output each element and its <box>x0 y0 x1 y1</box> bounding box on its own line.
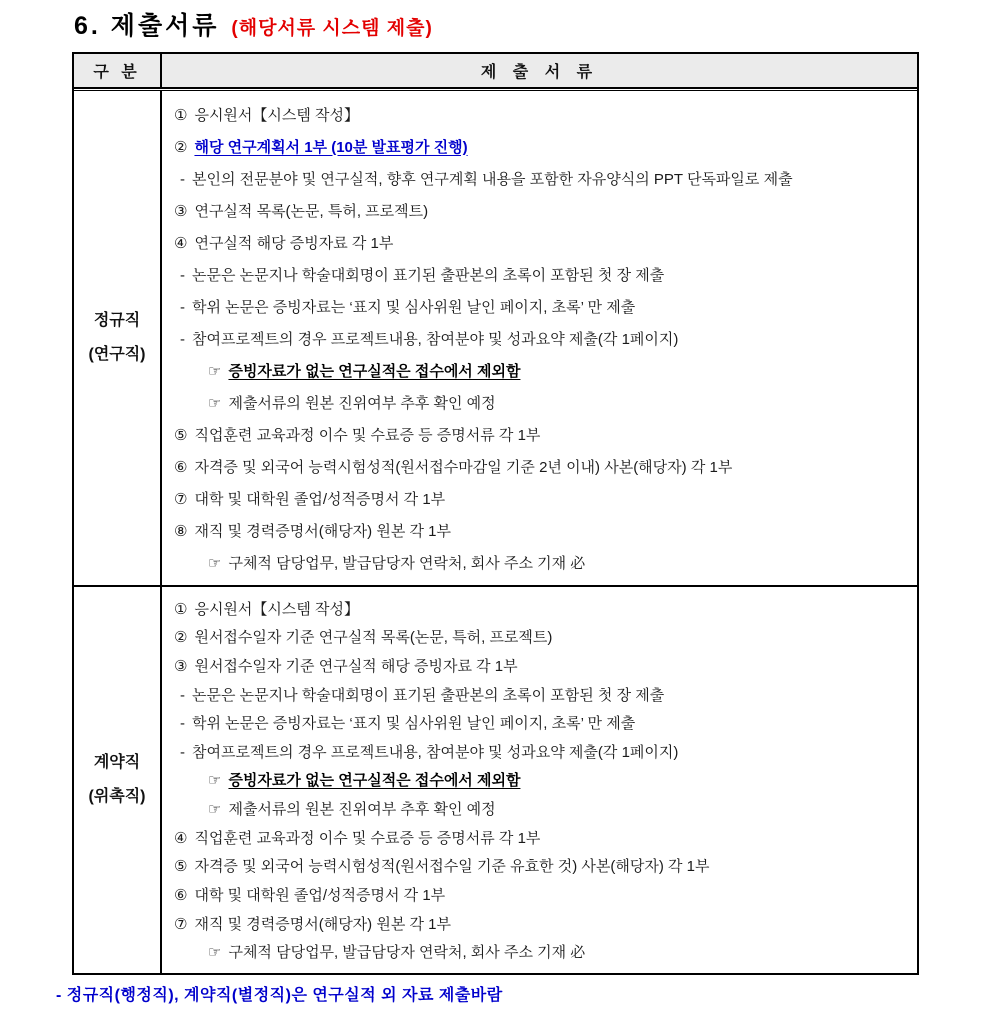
item-text: 증빙자료가 없는 연구실적은 접수에서 제외함 <box>228 772 521 790</box>
item-marker: ⑧ <box>174 522 188 540</box>
document-item <box>168 769 907 790</box>
item-text: 구체적 담당업무, 발급담당자 연락처, 회사 주소 기재 必 <box>228 944 586 962</box>
item-marker: ⑤ <box>174 426 188 444</box>
item-marker: ③ <box>174 202 188 220</box>
pointing-hand-icon: ☞ <box>208 801 222 819</box>
table-header-row <box>74 54 917 87</box>
document-item <box>168 424 907 445</box>
item-marker: ② <box>174 138 188 156</box>
row-category-label <box>74 587 162 973</box>
item-text: 논문은 논문지나 학술대회명이 표기된 출판본의 초록이 포함된 첫 장 제출 <box>192 686 665 704</box>
item-text: 대학 및 대학원 졸업/성적증명서 각 1부 <box>194 490 446 508</box>
document-item <box>168 712 907 733</box>
row-document-list <box>162 91 917 585</box>
document-item <box>168 456 907 477</box>
item-text: 원서접수일자 기준 연구실적 해당 증빙자료 각 1부 <box>194 658 518 676</box>
table-header-category: 구 분 <box>74 54 162 87</box>
item-marker: ③ <box>174 658 188 676</box>
item-marker: ⑤ <box>174 858 188 876</box>
document-item <box>168 488 907 509</box>
pointing-hand-icon: ☞ <box>208 394 222 412</box>
document-item <box>168 392 907 413</box>
page-title <box>74 6 433 42</box>
document-item <box>168 520 907 541</box>
document-item <box>168 941 907 962</box>
item-text: 논문은 논문지나 학술대회명이 표기된 출판본의 초록이 포함된 첫 장 제출 <box>192 266 665 284</box>
item-text: 자격증 및 외국어 능력시험성적(원서접수마감일 기준 2년 이내) 사본(해당자) 각 1부 <box>194 458 733 476</box>
item-marker: ① <box>174 600 188 618</box>
row-category-label-line: (위촉직) <box>88 788 146 805</box>
item-text: 연구실적 해당 증빙자료 각 1부 <box>194 234 394 252</box>
item-marker: - <box>180 170 185 188</box>
item-marker: ② <box>174 629 188 647</box>
document-item <box>168 264 907 285</box>
document-item <box>168 855 907 876</box>
document-item <box>168 360 907 381</box>
document-item <box>168 626 907 647</box>
document-item <box>168 741 907 762</box>
item-marker: - <box>180 330 185 348</box>
item-text: 본인의 전문분야 및 연구실적, 향후 연구계획 내용을 포함한 자유양식의 PPT 단독파일로 제출 <box>192 170 793 188</box>
document-item <box>168 168 907 189</box>
item-marker: - <box>180 266 185 284</box>
document-item <box>168 655 907 676</box>
item-text: 응시원서【시스템 작성】 <box>194 106 360 124</box>
item-text: 참여프로젝트의 경우 프로젝트내용, 참여분야 및 성과요약 제출(각 1페이지) <box>192 330 679 348</box>
item-marker: ④ <box>174 234 188 252</box>
item-text: 학위 논문은 증빙자료는 ‘표지 및 심사위원 날인 페이지, 초록’ 만 제출 <box>192 715 636 733</box>
item-text: 해당 연구계획서 1부 (10분 발표평가 진행) <box>194 138 468 156</box>
document-item <box>168 598 907 619</box>
item-text: 재직 및 경력증명서(해당자) 원본 각 1부 <box>194 522 451 540</box>
item-text: 대학 및 대학원 졸업/성적증명서 각 1부 <box>194 886 446 904</box>
pointing-hand-icon: ☞ <box>208 554 222 572</box>
document-item <box>168 798 907 819</box>
item-text: 참여프로젝트의 경우 프로젝트내용, 참여분야 및 성과요약 제출(각 1페이지) <box>192 743 679 761</box>
item-text: 제출서류의 원본 진위여부 추후 확인 예정 <box>228 394 496 412</box>
submission-documents-table <box>72 52 919 975</box>
row-category-label-line: 계약직 <box>93 754 141 772</box>
item-marker: ④ <box>174 829 188 847</box>
document-item <box>168 827 907 848</box>
page-title-main: 6. 제출서류 <box>74 12 220 40</box>
item-text: 재직 및 경력증명서(해당자) 원본 각 1부 <box>194 915 451 933</box>
document-item <box>168 136 907 157</box>
item-marker: - <box>180 715 185 733</box>
pointing-hand-icon: ☞ <box>208 772 222 790</box>
row-category-label-line: (연구직) <box>88 346 146 363</box>
document-item <box>168 232 907 253</box>
document-item <box>168 200 907 221</box>
pointing-hand-icon: ☞ <box>208 944 222 962</box>
footer-note: - 정규직(행정직), 계약직(별정직)은 연구실적 외 자료 제출바람 <box>56 987 503 1004</box>
item-marker: - <box>180 298 185 316</box>
document-item <box>168 913 907 934</box>
table-header-documents: 제 출 서 류 <box>480 64 599 81</box>
document-item <box>168 328 907 349</box>
document-item <box>168 552 907 573</box>
table-row <box>74 585 917 973</box>
document-item <box>168 684 907 705</box>
table-body <box>74 91 917 973</box>
row-category-label-line: 정규직 <box>93 312 141 330</box>
item-text: 학위 논문은 증빙자료는 ‘표지 및 심사위원 날인 페이지, 초록’ 만 제출 <box>192 298 636 316</box>
item-text: 직업훈련 교육과정 이수 및 수료증 등 증명서류 각 1부 <box>194 829 541 847</box>
item-marker: - <box>180 686 185 704</box>
item-marker: ⑥ <box>174 886 188 904</box>
item-text: 직업훈련 교육과정 이수 및 수료증 등 증명서류 각 1부 <box>194 426 541 444</box>
row-document-list <box>162 587 917 973</box>
row-category-label <box>74 91 162 585</box>
document-item <box>168 296 907 317</box>
item-text: 연구실적 목록(논문, 특허, 프로젝트) <box>194 202 429 220</box>
item-text: 원서접수일자 기준 연구실적 목록(논문, 특허, 프로젝트) <box>194 629 553 647</box>
page-title-note: (해당서류 시스템 제출) <box>231 18 433 39</box>
item-marker: - <box>180 743 185 761</box>
item-marker: ⑦ <box>174 490 188 508</box>
item-text: 증빙자료가 없는 연구실적은 접수에서 제외함 <box>228 362 521 380</box>
item-marker: ⑦ <box>174 915 188 933</box>
item-text: 자격증 및 외국어 능력시험성적(원서접수일 기준 유효한 것) 사본(해당자) 각 1부 <box>194 858 710 876</box>
table-row <box>74 91 917 585</box>
item-text: 제출서류의 원본 진위여부 추후 확인 예정 <box>228 801 496 819</box>
document-item <box>168 884 907 905</box>
item-marker: ① <box>174 106 188 124</box>
item-text: 구체적 담당업무, 발급담당자 연락처, 회사 주소 기재 必 <box>228 554 586 572</box>
document-item <box>168 104 907 125</box>
item-marker: ⑥ <box>174 458 188 476</box>
pointing-hand-icon: ☞ <box>208 362 222 380</box>
item-text: 응시원서【시스템 작성】 <box>194 600 360 618</box>
